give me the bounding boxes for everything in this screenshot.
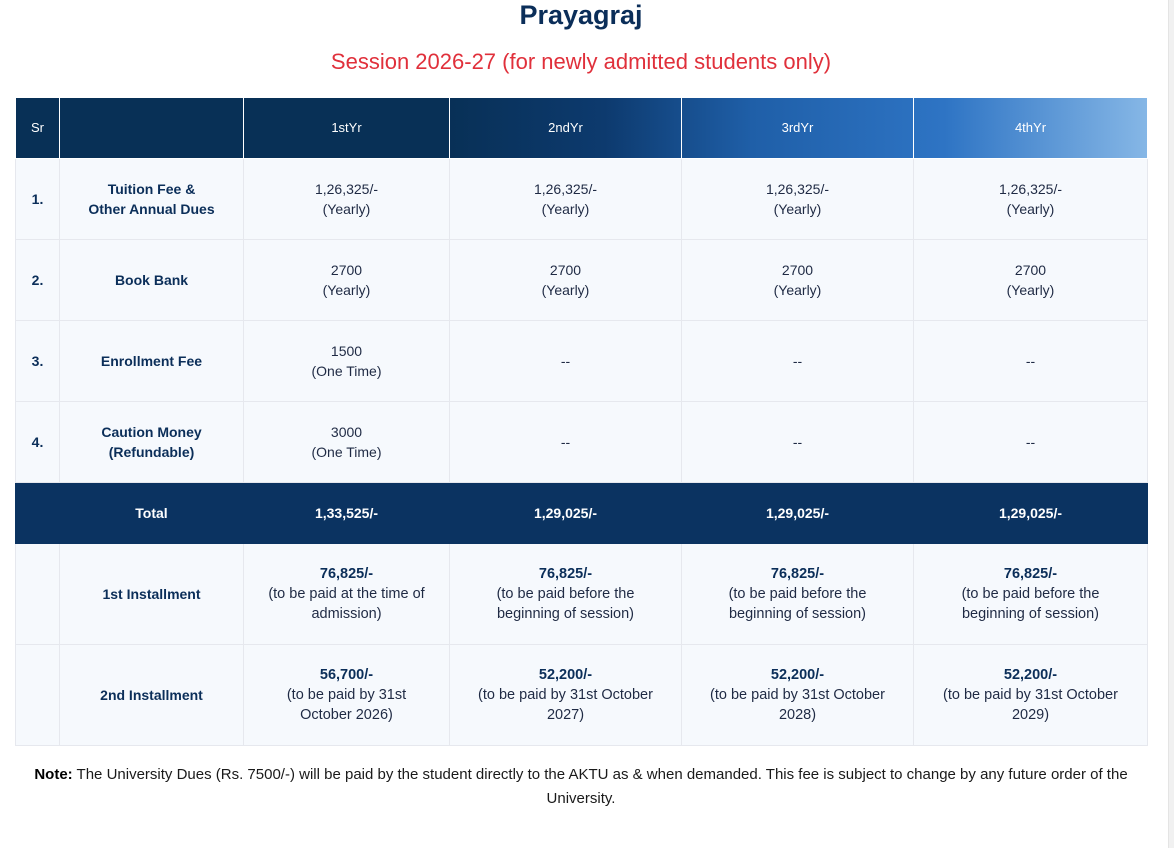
fee-frequency: (Yearly): [541, 201, 590, 217]
installment-amount: 52,200/-: [770, 667, 825, 683]
column-header-sr: Sr: [16, 98, 60, 159]
fee-frequency: (Yearly): [322, 201, 371, 217]
installment-amount: 52,200/-: [538, 667, 593, 683]
fee-frequency: (One Time): [311, 363, 382, 379]
total-value: 1,29,025/-: [682, 483, 914, 544]
installment-detail: beginning of session): [496, 606, 635, 622]
table-row: [16, 159, 1148, 240]
installment-detail: (to be paid before the: [961, 586, 1100, 602]
fee-label: [60, 159, 244, 240]
fee-frequency: (Yearly): [773, 201, 822, 217]
installment-detail: October 2026): [300, 707, 393, 723]
installment-detail: (to be paid before the: [728, 586, 867, 602]
fee-cell: [682, 321, 914, 402]
installment-label: 1st Installment: [60, 544, 244, 645]
fee-value: 3000: [330, 424, 363, 440]
fee-value: --: [1025, 434, 1036, 450]
installment-detail: beginning of session): [961, 606, 1100, 622]
installment-label: 2nd Installment: [60, 645, 244, 746]
column-header-3rd-year: 3rdYr: [682, 98, 914, 159]
fee-frequency: (One Time): [311, 444, 382, 460]
page-title: Prayagraj: [519, 0, 643, 30]
serial-number: 3.: [16, 321, 60, 402]
fee-value: --: [792, 353, 803, 369]
fee-value: 1,26,325/-: [998, 181, 1063, 197]
installment-cell: [450, 544, 682, 645]
table-row: [16, 402, 1148, 483]
session-subtitle: Session 2026-27 (for newly admitted students only): [330, 49, 832, 74]
serial-number: 4.: [16, 402, 60, 483]
fee-label: [60, 402, 244, 483]
installment-amount: 56,700/-: [319, 667, 374, 683]
fee-value: --: [560, 353, 571, 369]
fee-label-line: Tuition Fee &: [107, 181, 196, 197]
installment-cell: [682, 645, 914, 746]
note-label: Note:: [34, 766, 73, 783]
installment-row: [16, 645, 1148, 746]
fee-frequency: (Yearly): [773, 282, 822, 298]
table-row: [16, 240, 1148, 321]
fee-value: --: [560, 434, 571, 450]
installment-detail: beginning of session): [728, 606, 867, 622]
fee-cell: [450, 321, 682, 402]
column-header-item: [60, 98, 244, 159]
fee-frequency: (Yearly): [1006, 201, 1055, 217]
fee-cell: [682, 402, 914, 483]
installment-detail: (to be paid by 31st October: [478, 687, 653, 703]
installment-amount: 52,200/-: [1003, 667, 1058, 683]
installment-sr-empty: [16, 544, 60, 645]
fee-label-line: Other Annual Dues: [88, 201, 215, 217]
fee-cell: [244, 321, 450, 402]
installment-cell: [914, 544, 1148, 645]
installment-amount: 76,825/-: [1003, 566, 1058, 582]
installment-sr-empty: [16, 645, 60, 746]
fee-value: 2700: [781, 262, 814, 278]
total-value: 1,29,025/-: [914, 483, 1148, 544]
column-header-1st-year: 1stYr: [244, 98, 450, 159]
fee-cell: [682, 240, 914, 321]
total-value: 1,33,525/-: [244, 483, 450, 544]
installment-detail: (to be paid by 31st October: [710, 687, 885, 703]
fee-cell: [914, 321, 1148, 402]
total-row: [16, 483, 1148, 544]
installment-detail: (to be paid by 31st October: [943, 687, 1118, 703]
fee-cell: [914, 240, 1148, 321]
fee-value: 1500: [330, 343, 363, 359]
fee-value: 1,26,325/-: [765, 181, 830, 197]
installment-cell: [682, 544, 914, 645]
fee-frequency: (Yearly): [1006, 282, 1055, 298]
fee-cell: [682, 159, 914, 240]
fee-value: 1,26,325/-: [314, 181, 379, 197]
installment-detail: (to be paid by 31st: [286, 687, 407, 703]
fee-cell: [450, 402, 682, 483]
table-row: [16, 321, 1148, 402]
fee-label: [60, 240, 244, 321]
installment-amount: 76,825/-: [538, 566, 593, 582]
installment-row: [16, 544, 1148, 645]
fee-label-line: Caution Money: [101, 424, 202, 440]
fee-value: 2700: [330, 262, 363, 278]
fee-cell: [450, 240, 682, 321]
table-header-row: [16, 98, 1148, 159]
fee-value: --: [792, 434, 803, 450]
installment-detail: (to be paid before the: [496, 586, 635, 602]
installment-detail: 2029): [1011, 707, 1050, 723]
fee-cell: [450, 159, 682, 240]
installment-detail: 2028): [778, 707, 817, 723]
note-text: The University Dues (Rs. 7500/-) will be paid by the student directly to the AKTU as & when demanded. This fee is subject to change by any future order of the University.: [72, 766, 1128, 807]
fee-value: --: [1025, 353, 1036, 369]
installment-cell: [244, 544, 450, 645]
fee-value: 1,26,325/-: [533, 181, 598, 197]
scrollbar-track[interactable]: [1168, 0, 1174, 848]
fee-label: [60, 321, 244, 402]
fee-label-line: Enrollment Fee: [100, 353, 203, 369]
installment-cell: [450, 645, 682, 746]
installment-detail: admission): [311, 606, 382, 622]
installment-amount: 76,825/-: [770, 566, 825, 582]
installment-cell: [244, 645, 450, 746]
fee-note: [15, 763, 1147, 811]
serial-number: 2.: [16, 240, 60, 321]
fee-frequency: (Yearly): [541, 282, 590, 298]
fee-cell: [244, 240, 450, 321]
fee-value: 2700: [1014, 262, 1047, 278]
installment-cell: [914, 645, 1148, 746]
total-sr-empty: [16, 483, 60, 544]
total-value: 1,29,025/-: [450, 483, 682, 544]
fee-cell: [914, 159, 1148, 240]
installment-detail: 2027): [546, 707, 585, 723]
installment-amount: 76,825/-: [319, 566, 374, 582]
installment-detail: (to be paid at the time of: [268, 586, 425, 602]
fee-cell: [914, 402, 1148, 483]
fee-cell: [244, 402, 450, 483]
fee-label-line: (Refundable): [108, 444, 195, 460]
column-header-4th-year: 4thYr: [914, 98, 1148, 159]
total-label: Total: [60, 483, 244, 544]
fee-label-line: Book Bank: [114, 272, 189, 288]
fee-frequency: (Yearly): [322, 282, 371, 298]
fee-value: 2700: [549, 262, 582, 278]
fee-cell: [244, 159, 450, 240]
fee-table: [15, 98, 1148, 746]
column-header-2nd-year: 2ndYr: [450, 98, 682, 159]
serial-number: 1.: [16, 159, 60, 240]
